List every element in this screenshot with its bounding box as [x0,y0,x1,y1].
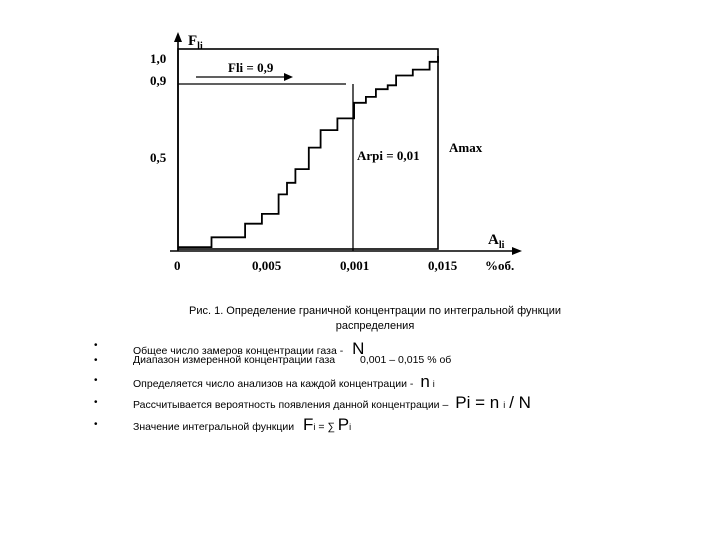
caption-line-1: Рис. 1. Определение граничной концентрации по интегральной функции [188,305,561,317]
argi-annotation: Arpi = 0,01 [357,148,420,163]
x-tick-0-015: 0,015 [428,258,458,273]
bullet-label: Значение интегральной функции [133,421,295,433]
bullet-marker: • [94,419,98,430]
fli-annotation: Fli = 0,9 [228,60,274,75]
amax-annotation: Amax [449,140,483,155]
x-axis-title: $A_{li}$ [488,232,505,251]
bullet-label: Диапазон измеренной концентрации газа [133,354,336,366]
bullet-label: Общее число замеров концентрации газа - [133,345,344,357]
y-tick-0-9: 0,9 [150,73,167,88]
bullet-text [133,393,531,413]
bullet-text [133,415,351,435]
bullet-label: Рассчитывается вероятность появления данной концентрации – [133,399,449,411]
formula-fi: Fi = ∑ Pi [303,415,352,434]
bullet-marker: • [94,340,98,351]
formula-ni: n i [420,372,435,391]
bullet-marker: • [94,375,98,386]
x-unit-label: %об. [485,258,515,273]
range-value: 0,001 – 0,015 % об [360,354,452,366]
y-tick-1-0: 1,0 [150,51,167,66]
formula-pi: Pi = n i / N [455,393,531,412]
bullet-marker: • [94,397,98,408]
bullet-text [133,372,435,392]
x-tick-0: 0 [174,258,181,273]
x-tick-0-001: 0,001 [340,258,370,273]
y-tick-0-5: 0,5 [150,150,167,165]
caption-line-2: распределения [335,320,415,332]
x-tick-0-005: 0,005 [252,258,282,273]
formula-n: N [352,339,365,358]
bullet-label: Определяется число анализов на каждой концентрации - [133,378,414,390]
bullet-marker: • [94,355,98,366]
bullet-text [133,354,451,366]
y-axis-title: $F_{li}$ [188,33,203,52]
